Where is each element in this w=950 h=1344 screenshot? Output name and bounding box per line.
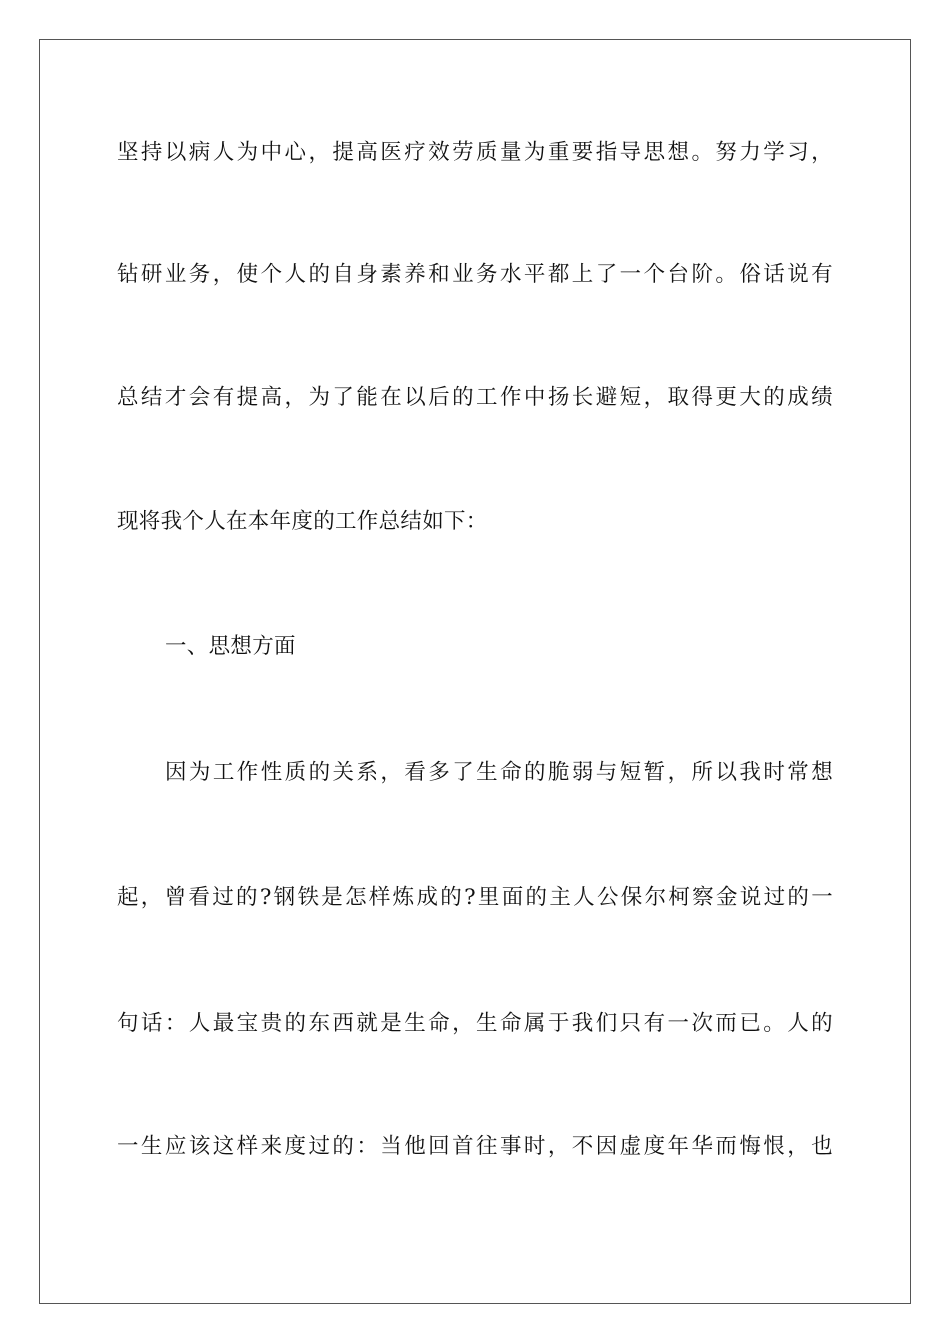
paragraph-line-3: 总结才会有提高，为了能在以后的工作中扬长避短，取得更大的成绩 — [117, 385, 833, 410]
paragraph-line-2: 钻研业务，使个人的自身素养和业务水平都上了一个台阶。俗话说有 — [117, 262, 833, 287]
paragraph-line-6: 起，曾看过的?钢铁是怎样炼成的?里面的主人公保尔柯察金说过的一 — [117, 885, 833, 910]
paragraph-line-1: 坚持以病人为中心，提高医疗效劳质量为重要指导思想。努力学习， — [117, 140, 833, 165]
section-heading: 一、思想方面 — [165, 634, 296, 659]
paragraph-line-4: 现将我个人在本年度的工作总结如下： — [117, 509, 488, 534]
paragraph-line-7: 句话：人最宝贵的东西就是生命，生命属于我们只有一次而已。人的 — [117, 1011, 833, 1036]
paragraph-line-8: 一生应该这样来度过的：当他回首往事时，不因虚度年华而悔恨，也 — [117, 1134, 833, 1159]
paragraph-line-5: 因为工作性质的关系，看多了生命的脆弱与短暂，所以我时常想 — [165, 760, 833, 785]
page-border — [39, 39, 911, 1304]
